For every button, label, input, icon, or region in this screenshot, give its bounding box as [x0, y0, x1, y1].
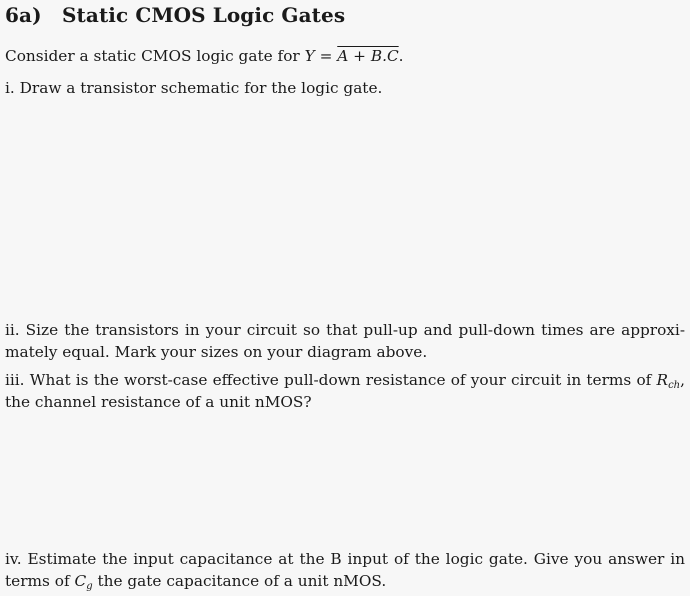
c-subscript: g	[86, 581, 93, 592]
part-iv-suffix: the gate capacitance of a unit nMOS.	[92, 572, 387, 590]
part-iv-line-2	[5, 571, 386, 591]
intro-line	[5, 46, 404, 66]
intro-prefix: Consider a static CMOS logic gate for	[5, 47, 305, 65]
part-i-question: i. Draw a transistor schematic for the logic gate.	[5, 79, 383, 97]
c-symbol: C	[74, 572, 87, 590]
part-ii-line-2: mately equal. Mark your sizes on your diagram above.	[5, 343, 428, 361]
boolean-expression: A + B.C	[337, 47, 399, 65]
r-subscript: ch	[668, 380, 681, 391]
part-iii-suffix: ,	[680, 371, 685, 389]
part-iv-line-1: iv. Estimate the input capacitance at the B input of the logic gate. Give you answer in	[5, 550, 685, 568]
section-title: Static CMOS Logic Gates	[62, 3, 346, 27]
part-iii-line-2: the channel resistance of a unit nMOS?	[5, 393, 312, 411]
var-y: Y	[304, 47, 315, 65]
part-iii-prefix: iii. What is the worst-case effective pull-down resistance of your circuit in terms of	[5, 371, 657, 389]
intro-equals: =	[314, 47, 338, 65]
part-ii-line-1: ii. Size the transistors in your circuit so that pull-up and pull-down times are approxi-	[5, 321, 685, 339]
part-iii-line-1	[5, 370, 685, 390]
part-iv-prefix: terms of	[5, 572, 75, 590]
r-symbol: R	[656, 371, 669, 389]
section-number: 6a)	[5, 3, 42, 27]
intro-suffix: .	[398, 47, 404, 65]
section-heading	[5, 3, 345, 27]
